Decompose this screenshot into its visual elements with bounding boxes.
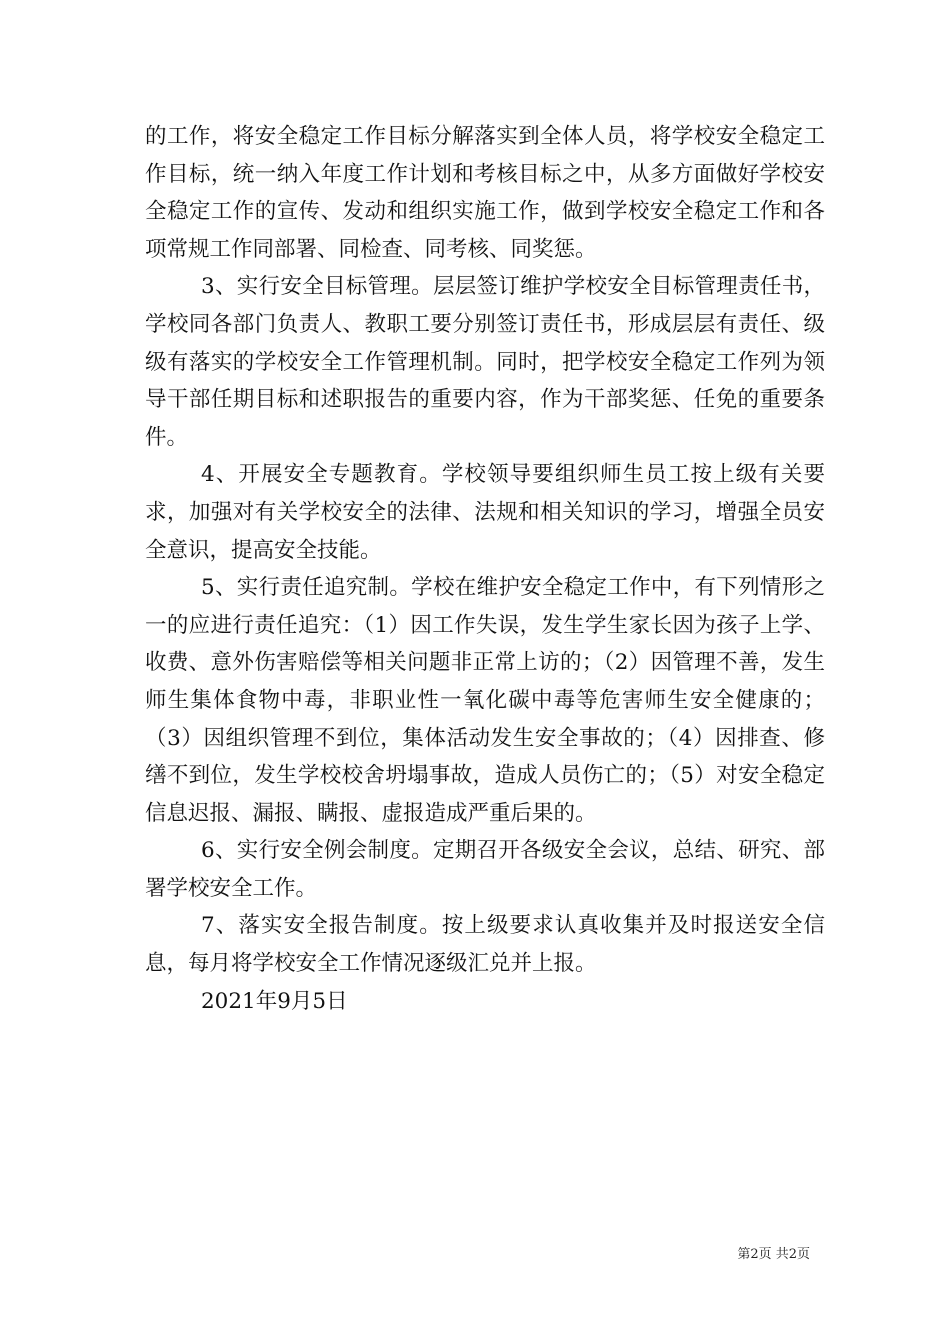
page-number-footer: 第2页 共2页 bbox=[737, 1247, 810, 1262]
paragraph-item-6: 6、实行安全例会制度。定期召开各级安全会议，总结、研究、部署学校安全工作。 bbox=[145, 838, 825, 901]
paragraph-item-4: 4、开展安全专题教育。学校领导要组织师生员工按上级有关要求，加强对有关学校安全的法律、法规和相关知识的学习，增强全员安全意识，提高安全技能。 bbox=[145, 462, 825, 563]
paragraph-item-3: 3、实行安全目标管理。层层签订维护学校安全目标管理责任书，学校同各部门负责人、教职工要分别签订责任书，形成层层有责任、级级有落实的学校安全工作管理机制。同时，把学校安全稳定工作列为领导干部任期目标和述职报告的重要内容，作为干部奖惩、任免的重要条件。 bbox=[145, 274, 825, 450]
paragraph-continuation: 的工作，将安全稳定工作目标分解落实到全体人员，将学校安全稳定工作目标，统一纳入年度工作计划和考核目标之中，从多方面做好学校安全稳定工作的宣传、发动和组织实施工作，做到学校安全稳定工作和各项常规工作同部署、同检查、同考核、同奖惩。 bbox=[145, 124, 825, 262]
document-date: 2021年9月5日 bbox=[201, 988, 348, 1014]
paragraph-item-5: 5、实行责任追究制。学校在维护安全稳定工作中，有下列情形之一的应进行责任追究：（1）因工作失误，发生学生家长因为孩子上学、收费、意外伤害赔偿等相关问题非正常上访的；（2）因管理不善，发生师生集体食物中毒，非职业性一氧化碳中毒等危害师生安全健康的；（3）因组织管理不到位，集体活动发生安全事故的；（4）因排查、修缮不到位，发生学校校舍坍塌事故，造成人员伤亡的；（5）对安全稳定信息迟报、漏报、瞒报、虚报造成严重后果的。 bbox=[145, 575, 825, 826]
document-body bbox=[145, 118, 825, 1020]
paragraph-item-7: 7、落实安全报告制度。按上级要求认真收集并及时报送安全信息，每月将学校安全工作情况逐级汇兑并上报。 bbox=[145, 913, 825, 977]
